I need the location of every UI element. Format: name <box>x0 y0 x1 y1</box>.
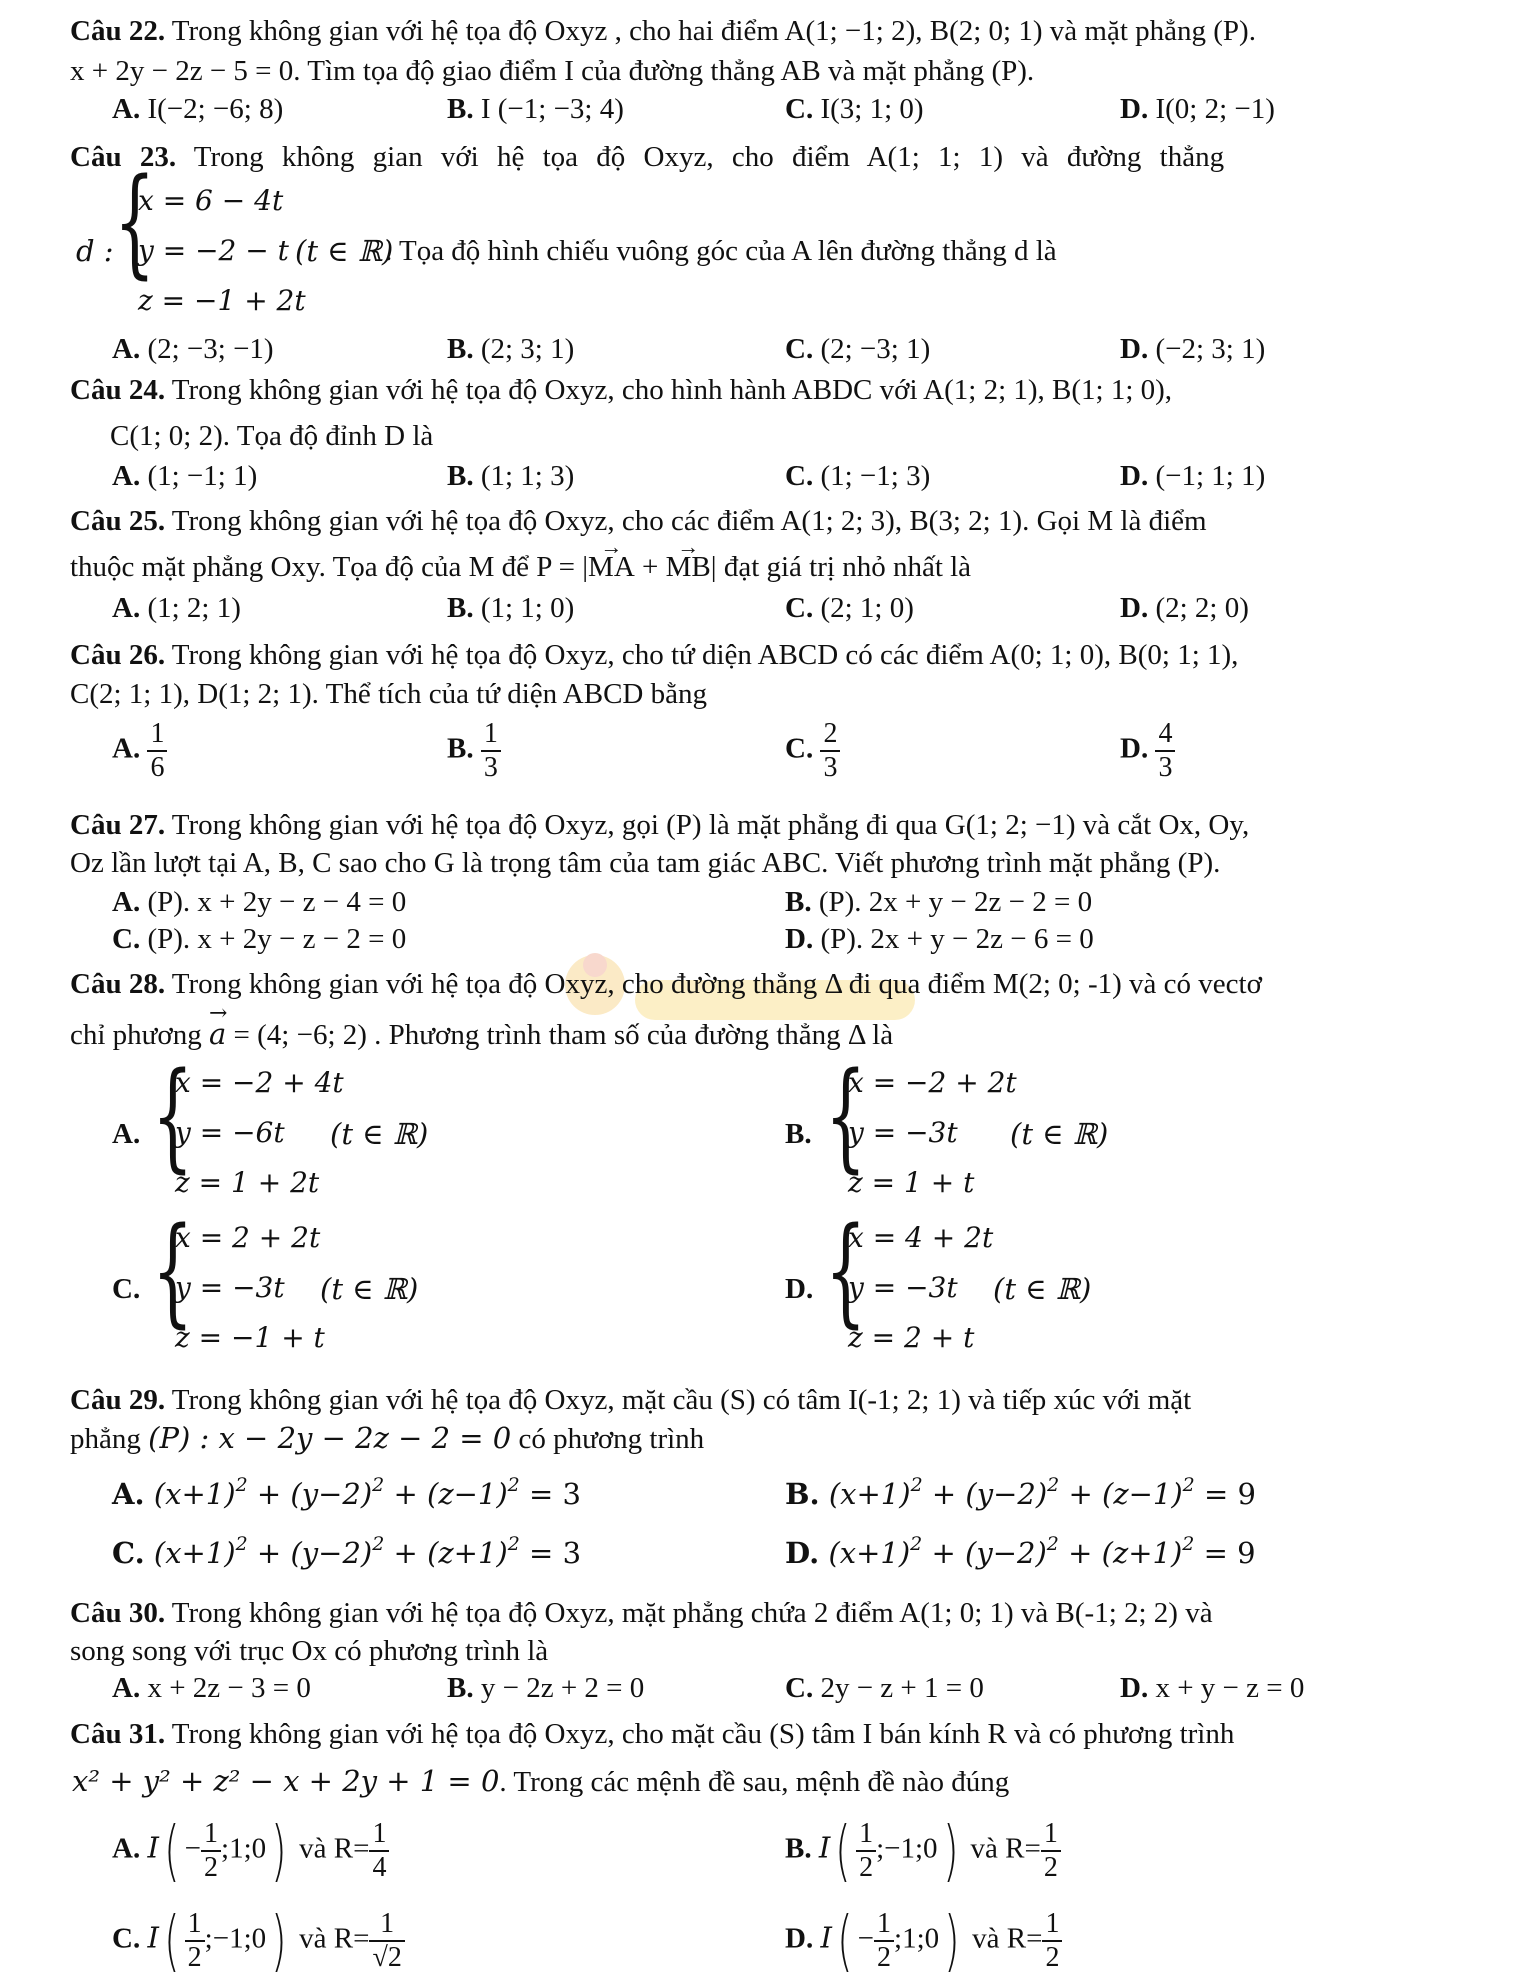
q23-option-d[interactable] <box>1120 331 1265 367</box>
option-text: (−1; 1; 1) <box>1148 460 1266 492</box>
q24-option-b[interactable] <box>447 458 574 494</box>
q29-option-d[interactable]: D. $(x+1)^2 + (y-2)^2 + (z+1)^2 = 9$ <box>785 1533 1256 1570</box>
numerator: 1 <box>185 1908 205 1942</box>
eq-z: z = −1 + t <box>175 1321 325 1354</box>
q28-a-brace: { <box>152 1046 194 1184</box>
option-letter: A. <box>112 732 141 765</box>
denominator: 2 <box>204 1852 219 1883</box>
q28-d-param: (t ∈ ℝ) <box>993 1272 1092 1306</box>
option-letter: D. <box>1120 93 1149 125</box>
q27-line-1 <box>70 807 1249 843</box>
eq-x: x = −2 + 4t <box>175 1066 344 1099</box>
option-letter: A. <box>112 460 141 492</box>
numerator: 4 <box>1155 718 1175 752</box>
option-letter: A. <box>112 886 141 918</box>
option-text: I(0; 2; −1) <box>1148 93 1275 125</box>
term-y: (y−2) <box>290 1536 373 1570</box>
q27-option-a[interactable] <box>112 884 406 920</box>
q25-option-a[interactable] <box>112 590 241 626</box>
option-text: (P). x + 2y − z − 2 = 0 <box>140 923 407 955</box>
option-text: I(−2; −6; 8) <box>140 93 284 125</box>
term-z: (z+1) <box>427 1536 508 1570</box>
option-letter: D. <box>785 1273 814 1305</box>
numerator: 1 <box>201 1818 221 1852</box>
option-letter: D. <box>1120 1672 1149 1704</box>
fraction <box>1041 1818 1061 1884</box>
rhs: 3 <box>562 1536 582 1570</box>
q23-eq-z: z = −1 + 2t <box>138 284 306 317</box>
q22-option-c[interactable] <box>785 91 924 127</box>
and-r: và R= <box>291 1832 370 1865</box>
option-letter: B. <box>447 732 474 765</box>
exponent: 2 <box>910 1533 923 1556</box>
q27-label: Câu 27. <box>70 809 166 841</box>
q23-option-c[interactable] <box>785 331 930 367</box>
q28-label: Câu 28. <box>70 968 166 1000</box>
q29-label: Câu 29. <box>70 1384 166 1416</box>
option-text: (P). x + 2y − z − 4 = 0 <box>140 886 407 918</box>
exponent: 2 <box>235 1474 248 1497</box>
exponent: 2 <box>1182 1533 1195 1556</box>
q27-option-c[interactable] <box>112 921 406 957</box>
option-letter: A. <box>112 1832 141 1865</box>
q29-line-2 <box>70 1420 704 1457</box>
option-letter: A. <box>112 1477 145 1511</box>
q26-label: Câu 26. <box>70 639 166 671</box>
option-letter: C. <box>785 460 814 492</box>
denominator: 2 <box>1043 1852 1058 1883</box>
q25-vector-ma: → MA <box>588 549 635 585</box>
q29-option-c[interactable]: C. $(x+1)^2 + (y-2)^2 + (z+1)^2 = 3$ <box>112 1533 582 1570</box>
exponent: 2 <box>1047 1474 1060 1497</box>
center-i: I <box>147 1830 159 1865</box>
q24-text-1: Trong không gian với hệ tọa độ Oxyz, cho hình hành ABDC với A(1; 2; 1), B(1; 1; 0), <box>165 374 1173 406</box>
option-text: (−2; 3; 1) <box>1148 333 1266 365</box>
term-y: (y−2) <box>965 1477 1048 1511</box>
q28-option-c[interactable] <box>112 1271 140 1307</box>
sign: − <box>184 1832 202 1865</box>
coords-rest: ;1;0 <box>221 1832 267 1865</box>
q23-text-1: Trong không gian với hệ tọa độ Oxyz, cho điểm A(1; 1; 1) và đường thẳng <box>176 141 1225 173</box>
q28-vector-a: → a <box>209 1016 226 1052</box>
option-text: I (−1; −3; 4) <box>473 93 624 125</box>
numerator: 1 <box>369 1908 404 1942</box>
q22-option-b[interactable] <box>447 91 624 127</box>
option-text: (1; −1; 3) <box>813 460 931 492</box>
q26-option-b[interactable] <box>447 718 501 784</box>
term-z: (z+1) <box>1101 1536 1183 1570</box>
q29-text-2a: phẳng <box>70 1423 149 1455</box>
term-x: (x+1) <box>153 1477 236 1511</box>
q23-text-2: . Tọa độ hình chiếu vuông góc của A lên đường thẳng d là <box>385 235 1057 267</box>
rhs: 3 <box>562 1477 581 1511</box>
q25-text-2a: thuộc mặt phẳng Oxy. Tọa độ của M để P = | <box>70 551 589 583</box>
coords-rest: ;1;0 <box>894 1922 940 1955</box>
q26-line-1 <box>70 637 1238 673</box>
numerator: 1 <box>874 1908 894 1942</box>
numerator: 1 <box>856 1818 876 1852</box>
q31-line-1 <box>70 1716 1234 1752</box>
q25-text-1: Trong không gian với hệ tọa độ Oxyz, cho các điểm A(1; 2; 3), B(3; 2; 1). Gọi M là điểm <box>165 505 1207 537</box>
exponent: 2 <box>507 1474 520 1497</box>
q24-label: Câu 24. <box>70 374 166 406</box>
numerator: 1 <box>147 718 167 752</box>
option-letter: B. <box>785 1832 812 1865</box>
option-text: (1; 1; 0) <box>473 592 575 624</box>
fraction <box>369 1818 389 1884</box>
numerator: 1 <box>1041 1818 1061 1852</box>
option-letter: B. <box>447 1672 474 1704</box>
exponent: 2 <box>235 1533 248 1556</box>
option-text: (P). 2x + y − 2z − 6 = 0 <box>813 923 1094 955</box>
option-text: (2; 3; 1) <box>473 333 575 365</box>
q29-option-b[interactable]: B. $(x+1)^2 + (y-2)^2 + (z-1)^2 = 9$ <box>785 1474 1256 1511</box>
fraction <box>481 718 501 784</box>
option-letter: D. <box>785 1922 814 1955</box>
numerator: 1 <box>369 1818 389 1852</box>
eq-x: x = 2 + 2t <box>175 1221 321 1254</box>
option-letter: C. <box>112 923 141 955</box>
q23-param: (t ∈ ℝ) <box>295 234 394 268</box>
denominator: √2 <box>372 1942 402 1973</box>
denominator: 3 <box>1158 752 1173 783</box>
q23-eq-y: y = −2 − t <box>138 234 289 267</box>
exponent: 2 <box>1182 1474 1195 1497</box>
option-text: y − 2z + 2 = 0 <box>473 1672 645 1704</box>
option-text: x + 2z − 3 = 0 <box>140 1672 311 1704</box>
option-letter: C. <box>112 1922 141 1955</box>
denominator: 2 <box>187 1942 202 1973</box>
q28-line-1 <box>70 966 1262 1002</box>
q22-text-1: Trong không gian với hệ tọa độ Oxyz , cho hai điểm A(1; −1; 2), B(2; 0; 1) và mặt phẳng (P). <box>165 15 1256 47</box>
q28-text-2a: chỉ phương <box>70 1019 209 1051</box>
q31-option-b[interactable]: B. I( $\frac{1}{2}$ ;−1;0) và R= $\frac{1}{2}$ <box>785 1818 1061 1884</box>
q31-option-c[interactable]: C. I( $\frac{1}{2}$ ;−1;0) và R= $\frac{1}{√2}$ <box>112 1908 405 1974</box>
q31-line-2 <box>72 1763 1009 1800</box>
denominator: 6 <box>150 752 165 783</box>
term-x: (x+1) <box>828 1536 911 1570</box>
denominator: 2 <box>1045 1942 1060 1973</box>
q23-label: Câu 23. <box>70 141 177 173</box>
option-text: 2y − z + 1 = 0 <box>813 1672 984 1704</box>
option-text: (2; −3; 1) <box>813 333 931 365</box>
option-text: (1; −1; 1) <box>140 460 258 492</box>
q30-option-b[interactable] <box>447 1670 644 1706</box>
denominator: 2 <box>859 1852 874 1883</box>
q30-line-2: song song với trục Ox có phương trình là <box>70 1635 549 1667</box>
eq-y: y = −6t <box>175 1116 285 1149</box>
option-letter: A. <box>112 333 141 365</box>
and-r: và R= <box>291 1922 370 1955</box>
sign: − <box>857 1922 875 1955</box>
eq-z: z = 1 + t <box>848 1166 975 1199</box>
q22-option-d[interactable] <box>1120 91 1275 127</box>
denominator: 3 <box>823 752 838 783</box>
option-letter: C. <box>785 592 814 624</box>
option-letter: D. <box>785 923 814 955</box>
term-y: (y−2) <box>965 1536 1047 1570</box>
fraction <box>147 718 167 784</box>
eq-x: x = 4 + 2t <box>848 1221 994 1254</box>
option-letter: B. <box>785 1118 812 1150</box>
q30-label: Câu 30. <box>70 1597 166 1629</box>
q28-text-2b: = (4; −6; 2) . Phương trình tham số của đường thẳng Δ là <box>226 1019 894 1051</box>
numerator: 1 <box>1042 1908 1062 1942</box>
q30-option-d[interactable] <box>1120 1670 1304 1706</box>
q29-text-1: Trong không gian với hệ tọa độ Oxyz, mặt cầu (S) có tâm I(-1; 2; 1) và tiếp xúc với mặt <box>165 1384 1192 1416</box>
q28-c-system <box>175 1213 325 1363</box>
option-letter: B. <box>447 333 474 365</box>
and-r: và R= <box>964 1922 1043 1955</box>
q28-b-system <box>848 1058 1017 1208</box>
q28-a-param: (t ∈ ℝ) <box>330 1117 429 1151</box>
q25-text-2b: | đạt giá trị nhỏ nhất là <box>710 551 972 583</box>
q23-eq-x: x = 6 − 4t <box>138 184 284 217</box>
q29-line-1 <box>70 1382 1191 1418</box>
option-letter: C. <box>785 93 814 125</box>
q26-line-2: C(2; 1; 1), D(1; 2; 1). Thể tích của tứ diện ABCD bằng <box>70 678 707 710</box>
q28-c-param: (t ∈ ℝ) <box>320 1272 419 1306</box>
q31-label: Câu 31. <box>70 1718 166 1750</box>
rhs: 9 <box>1237 1477 1256 1511</box>
fraction <box>874 1908 894 1974</box>
q27-option-d[interactable] <box>785 921 1094 957</box>
q23-option-a[interactable] <box>112 331 274 367</box>
option-text: (2; 1; 0) <box>813 592 914 624</box>
option-letter: D. <box>785 1536 820 1570</box>
coords-rest: ;−1;0 <box>876 1832 938 1865</box>
q26-option-a[interactable] <box>112 718 167 784</box>
q23-d-label: d : <box>76 234 114 268</box>
option-letter: C. <box>112 1273 141 1305</box>
q28-b-param: (t ∈ ℝ) <box>1010 1117 1109 1151</box>
option-letter: D. <box>1120 333 1149 365</box>
eq-x: x = −2 + 2t <box>848 1066 1017 1099</box>
q23-system <box>138 176 306 326</box>
option-letter: D. <box>1120 592 1149 624</box>
q28-option-b[interactable] <box>785 1116 812 1152</box>
term-z: (z−1) <box>427 1477 508 1511</box>
q29-option-a[interactable]: A. $(x+1)^2 + (y-2)^2 + (z-1)^2 = 3$ <box>112 1474 581 1511</box>
q31-text-1: Trong không gian với hệ tọa độ Oxyz, cho mặt cầu (S) tâm I bán kính R và có phương trình <box>165 1718 1235 1750</box>
option-text: (P). 2x + y − 2z − 2 = 0 <box>811 886 1093 918</box>
term-y: (y−2) <box>290 1477 373 1511</box>
term-x: (x+1) <box>828 1477 911 1511</box>
numerator: 1 <box>481 718 501 752</box>
option-letter: B. <box>447 460 474 492</box>
exponent: 2 <box>507 1533 520 1556</box>
q22-label: Câu 22. <box>70 15 166 47</box>
option-letter: A. <box>112 592 141 624</box>
q24-line-1 <box>70 372 1172 408</box>
q26-option-c[interactable] <box>785 718 840 784</box>
q25-vector-mb: → MB <box>666 549 711 585</box>
q31-text-2: . Trong các mệnh đề sau, mệnh đề nào đúng <box>499 1766 1010 1798</box>
exponent: 2 <box>910 1474 923 1497</box>
q22-option-a[interactable] <box>112 91 283 127</box>
fraction <box>201 1818 221 1884</box>
term-x: (x+1) <box>153 1536 236 1570</box>
q22-line-2: x + 2y − 2z − 5 = 0. Tìm tọa độ giao điểm I của đường thẳng AB và mặt phẳng (P). <box>70 55 1035 87</box>
q28-b-brace: { <box>825 1046 867 1184</box>
q25-line-1 <box>70 503 1207 539</box>
q27-text-1: Trong không gian với hệ tọa độ Oxyz, gọi (P) là mặt phẳng đi qua G(1; 2; −1) và cắt Ox, Oy, <box>165 809 1250 841</box>
coords-rest: ;−1;0 <box>204 1922 267 1955</box>
fraction <box>1042 1908 1062 1974</box>
q25-plus: + <box>634 551 666 583</box>
q28-c-brace: { <box>152 1201 194 1339</box>
q29-plane: (P) : x − 2y − 2z − 2 = 0 <box>148 1421 512 1455</box>
option-letter: B. <box>785 1477 820 1511</box>
fraction <box>856 1818 876 1884</box>
q25-option-c[interactable] <box>785 590 914 626</box>
option-letter: C. <box>785 732 814 765</box>
q30-line-1 <box>70 1595 1213 1631</box>
q25-label: Câu 25. <box>70 505 166 537</box>
fraction <box>820 718 840 784</box>
term-z: (z−1) <box>1102 1477 1183 1511</box>
and-r: và R= <box>963 1832 1041 1865</box>
q27-line-2: Oz lần lượt tại A, B, C sao cho G là trọng tâm của tam giác ABC. Viết phương trình mặt phẳng (P). <box>70 847 1221 879</box>
q24-option-a[interactable] <box>112 458 257 494</box>
q31-option-d[interactable]: D. I( − $\frac{1}{2}$ ;1;0) và R= $\frac{1}{2}$ <box>785 1908 1062 1974</box>
q24-option-d[interactable] <box>1120 458 1265 494</box>
eq-z: z = 2 + t <box>848 1321 975 1354</box>
option-letter: B. <box>447 93 474 125</box>
denominator: 3 <box>483 752 498 783</box>
option-letter: A. <box>112 1118 141 1150</box>
q23-brace: { <box>114 152 156 290</box>
q28-d-system <box>848 1213 993 1363</box>
denominator: 4 <box>372 1852 387 1883</box>
q28-text-1: Trong không gian với hệ tọa độ Oxyz, cho đường thẳng Δ đi qua điểm M(2; 0; -1) và có vectơ <box>165 968 1262 1000</box>
rhs: 9 <box>1237 1536 1256 1570</box>
q30-option-a[interactable] <box>112 1670 311 1706</box>
option-letter: B. <box>447 592 474 624</box>
option-text: x + y − z = 0 <box>1148 1672 1305 1704</box>
exponent: 2 <box>372 1474 385 1497</box>
center-i: I <box>820 1920 832 1955</box>
q28-d-brace: { <box>825 1201 867 1339</box>
q28-option-a[interactable] <box>112 1116 140 1152</box>
center-i: I <box>147 1920 159 1955</box>
option-letter: D. <box>1120 732 1149 765</box>
q22-line-1 <box>70 13 1256 49</box>
q27-option-b[interactable] <box>785 884 1092 920</box>
fraction <box>1155 718 1175 784</box>
option-letter: D. <box>1120 460 1149 492</box>
option-text: (1; 2; 1) <box>140 592 241 624</box>
option-letter: A. <box>112 1672 141 1704</box>
option-letter: C. <box>785 1672 814 1704</box>
q26-text-1: Trong không gian với hệ tọa độ Oxyz, cho tứ diện ABCD có các điểm A(0; 1; 0), B(0; 1; 1), <box>165 639 1239 671</box>
q30-option-c[interactable] <box>785 1670 984 1706</box>
q29-text-2b: có phương trình <box>511 1423 705 1455</box>
q23-option-b[interactable] <box>447 331 574 367</box>
q23-line-1 <box>70 139 1224 175</box>
option-text: (2; 2; 0) <box>1148 592 1249 624</box>
eq-y: y = −3t <box>175 1271 285 1304</box>
option-text: (1; 1; 3) <box>473 460 575 492</box>
q28-option-d[interactable] <box>785 1271 813 1307</box>
option-letter: C. <box>785 333 814 365</box>
exponent: 2 <box>372 1533 385 1556</box>
q31-equation: x² + y² + z² − x + 2y + 1 = 0 <box>72 1764 500 1798</box>
q30-text-1: Trong không gian với hệ tọa độ Oxyz, mặt phẳng chứa 2 điểm A(1; 0; 1) và B(-1; 2; 2) và <box>165 1597 1213 1629</box>
q28-line-2 <box>70 1016 893 1053</box>
eq-y: y = −3t <box>848 1116 958 1149</box>
exponent: 2 <box>1046 1533 1059 1556</box>
denominator: 2 <box>877 1942 892 1973</box>
q28-a-system <box>175 1058 344 1208</box>
q24-option-c[interactable] <box>785 458 930 494</box>
center-i: I <box>818 1830 831 1865</box>
option-letter: C. <box>112 1536 145 1570</box>
q24-line-2: C(1; 0; 2). Tọa độ đỉnh D là <box>110 420 434 452</box>
option-letter: A. <box>112 93 141 125</box>
option-text: I(3; 1; 0) <box>813 93 924 125</box>
fraction <box>185 1908 205 1974</box>
q25-line-2 <box>70 549 971 585</box>
eq-y: y = −3t <box>848 1271 958 1304</box>
q25-option-d[interactable] <box>1120 590 1249 626</box>
fraction <box>369 1908 404 1974</box>
q26-option-d[interactable] <box>1120 718 1175 784</box>
option-text: (2; −3; −1) <box>140 333 274 365</box>
q31-option-a[interactable]: A. I( − $\frac{1}{2}$ ;1;0) và R= $\frac{1}{4}$ <box>112 1818 389 1884</box>
q25-option-b[interactable] <box>447 590 574 626</box>
option-letter: B. <box>785 886 812 918</box>
eq-z: z = 1 + 2t <box>175 1166 320 1199</box>
numerator: 2 <box>820 718 840 752</box>
